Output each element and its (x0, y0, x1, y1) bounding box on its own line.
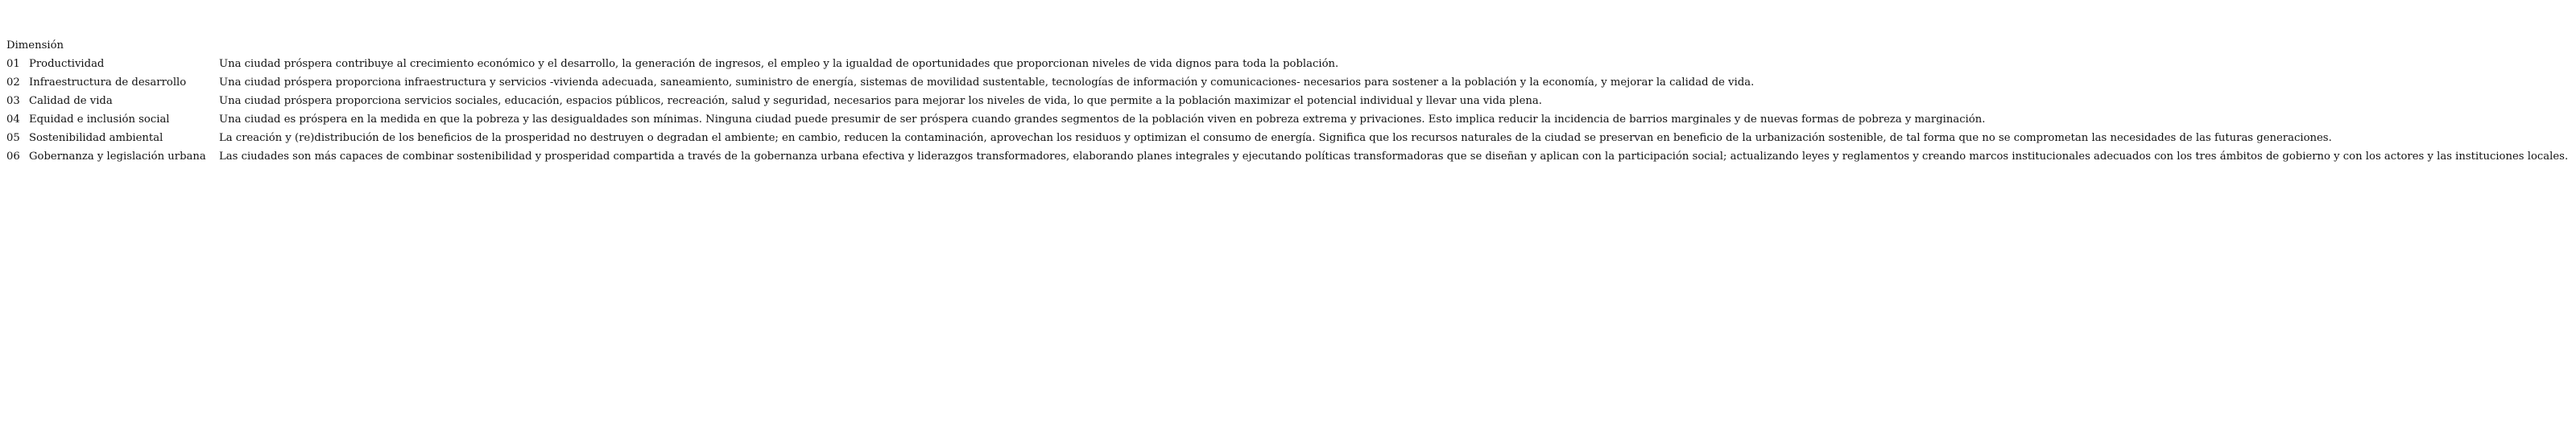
row-dimension: Calidad de vida (29, 95, 113, 107)
row-description: Una ciudad es próspera en la medida en que la pobreza y las desigualdades son mínimas. Ninguna ciudad puede presumir de ser próspera cuando grandes segmentos de la población viven en pobreza extrema y privaciones. Esto implica reducir la incidencia de barrios marginales y de nuevas formas de pobreza y marginación. (219, 113, 1986, 126)
table-row (6, 129, 2568, 147)
row-dimension: Infraestructura de desarrollo (29, 76, 187, 89)
row-description: Una ciudad próspera proporciona servicios sociales, educación, espacios públicos, recreación, salud y seguridad, necesarios para mejorar los niveles de vida, lo que permite a la población maximizar el potencial individual y llevar una vida plena. (219, 95, 1542, 107)
table-row (6, 147, 2568, 166)
dimension-table-body (6, 55, 2568, 166)
row-number: 04 (6, 113, 20, 126)
table-row (6, 110, 2568, 129)
dimension-table (6, 55, 2568, 166)
table-row (6, 55, 2568, 73)
table-row (6, 92, 2568, 110)
row-dimension: Productividad (29, 58, 105, 70)
row-number: 02 (6, 76, 20, 89)
row-number: 01 (6, 58, 20, 70)
row-dimension: Sostenibilidad ambiental (29, 132, 163, 144)
row-dimension: Gobernanza y legislación urbana (29, 151, 206, 163)
row-dimension: Equidad e inclusión social (29, 113, 170, 126)
row-number: 06 (6, 151, 20, 163)
row-number: 03 (6, 95, 20, 107)
row-description: La creación y (re)distribución de los beneficios de la prosperidad no destruyen o degradan el ambiente; en cambio, reducen la contaminación, aprovechan los residuos y optimizan el consumo de energía. Significa que los recursos naturales de la ciudad se preservan en beneficio de la urbanización sostenible, de tal forma que no se comprometan las necesidades de las futuras generaciones. (219, 132, 2332, 144)
row-number: 05 (6, 132, 20, 144)
row-description: Una ciudad próspera contribuye al crecimiento económico y el desarrollo, la generación de ingresos, el empleo y la igualdad de oportunidades que proporcionan niveles de vida dignos para toda la población. (219, 58, 1339, 70)
table-header-dimension: Dimensión (6, 39, 64, 52)
table-row (6, 73, 2568, 92)
row-description: Las ciudades son más capaces de combinar sostenibilidad y prosperidad compartida a través de la gobernanza urbana efectiva y liderazgos transformadores, elaborando planes integrales y ejecutando políticas transformadoras que se diseñan y aplican con la participación social; actualizando leyes y reglamentos y creando marcos institucionales adecuados con los tres ámbitos de gobierno y con los actores y las instituciones locales. (219, 151, 2569, 163)
dimension-document (6, 36, 2568, 166)
row-description: Una ciudad próspera proporciona infraestructura y servicios -vivienda adecuada, saneamiento, suministro de energía, sistemas de movilidad sustentable, tecnologías de información y comunicaciones- necesarios para sostener a la población y la economía, y mejorar la calidad de vida. (219, 76, 1755, 89)
